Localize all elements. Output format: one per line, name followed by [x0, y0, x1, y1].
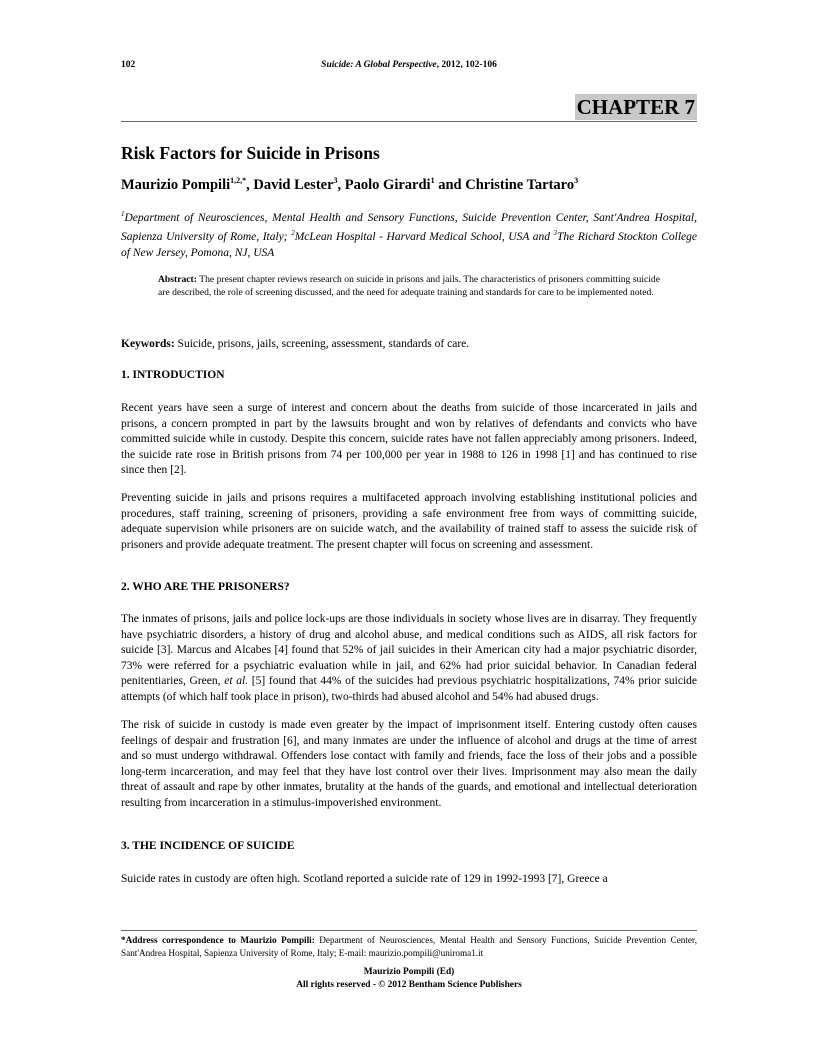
- chapter-label-box: [575, 94, 697, 120]
- abstract-text: The present chapter reviews research on suicide in prisons and jails. The characteristics of prisoners committing suicide are described, the role of screening discussed, and the need for adequate training and standards for care to be implemented noted.: [158, 274, 660, 298]
- author: Maurizio Pompili$^{1,2,*}$,: [121, 176, 254, 193]
- keywords: [121, 338, 469, 350]
- journal-citation: [121, 60, 697, 70]
- journal-title: Suicide: A Global Perspective: [321, 60, 437, 70]
- publisher-imprint: [121, 966, 697, 991]
- footnote-label: *Address correspondence to Maurizio Pompili:: [121, 935, 315, 945]
- section-heading-prisoners: 2. WHO ARE THE PRISONERS?: [121, 581, 290, 593]
- paragraph: The inmates of prisons, jails and police lock-ups are those individuals in society whose lives are in disarray. They frequently have psychiatric disorders, a history of drug and alcohol abuse, and medical conditions such as AIDS, all risk factors for suicide [3]. Marcus and Alcabes [4] found that 52% of jail suicides in their American city had a major psychiatric disorder, 73% were referred for a psychiatric evaluation while in jail, and 62% had prior suicidal behavior. In Canadian federal penitentiaries, Green, et al. [5] found that 44% of the suicides had previous psychiatric hospitalizations, 74% prior suicide attempts (of which half took place in prison), two-thirds had abused alcohol and 54% had abused drugs.: [121, 613, 697, 703]
- paragraph: The risk of suicide in custody is made even greater by the impact of imprisonment itself. Entering custody often causes feelings of despair and frustration [6], and many inmates are under the influence of alcohol and drugs at the time of arrest and so must undergo withdrawal. Offenders lose contact with family and friends, face the loss of their jobs and a possible long-term incarceration, and may feel that they have lost control over their lives. Imprisonment may also mean the daily threat of assault and rape by other inmates, brutality at the hands of the guards, and emotional and intellectual deterioration resulting from incarceration in a stimulus-impoverished environment.: [121, 719, 697, 809]
- editor-line: Maurizio Pompili (Ed): [363, 967, 455, 977]
- chapter-label: CHAPTER 7: [576, 95, 695, 119]
- author: Paolo Girardi$^1$ and: [344, 176, 466, 193]
- paper-title: Risk Factors for Suicide in Prisons: [121, 143, 380, 163]
- copyright-line: All rights reserved - © 2012 Bentham Science Publishers: [296, 979, 522, 990]
- section-heading-incidence: 3. THE INCIDENCE OF SUICIDE: [121, 840, 295, 852]
- author: Christine Tartaro$^3$: [465, 176, 579, 193]
- abstract-label: Abstract:: [158, 274, 197, 285]
- footnote-divider: [121, 930, 697, 931]
- keywords-text: Suicide, prisons, jails, screening, assessment, standards of care.: [174, 338, 470, 350]
- section-heading-introduction: 1. INTRODUCTION: [121, 369, 225, 381]
- chapter-divider: [121, 121, 697, 122]
- paragraph: Suicide rates in custody are often high. Scotland reported a suicide rate of 129 in 1992-1993 [7], Greece a: [121, 873, 608, 885]
- footnote-text: Department of Neurosciences, Mental Health and Sensory Functions, Suicide Prevention Center, Sant'Andrea Hospital, Sapienza University of Rome, Italy; E-mail: maurizio.pompili@uniroma1.it: [121, 935, 697, 958]
- correspondence-footnote: [121, 934, 697, 959]
- abstract: [158, 273, 660, 299]
- paragraph: Recent years have seen a surge of interest and concern about the deaths from suicide of those incarcerated in jails and prisons, a concern prompted in part by the lawsuits brought and won by relatives of defendants and convicts who have committed suicide while in custody. Despite this concern, suicide rates have not fallen appreciably among prisoners. Indeed, the suicide rate rose in British prisons from 74 per 100,000 per year in 1988 to 126 in 1998 [1] and has continued to rise since then [2].: [121, 402, 697, 476]
- author-list: [121, 176, 578, 194]
- affiliations: $^1$Department of Neurosciences, Mental Health and Sensory Functions, Suicide Prevention Center, Sant'Andrea Hospital, Sapienza University of Rome, Italy; $^2$McLean Hospital - Harvard Medical School, USA and $^3$The Richard Stockton College of New Jersey, Pomona, NJ, USA: [121, 210, 697, 259]
- author: David Lester$^3$,: [253, 176, 345, 193]
- keywords-label: Keywords:: [121, 338, 175, 350]
- journal-volume-pages: , 2012, 102-106: [436, 60, 497, 70]
- paragraph: Preventing suicide in jails and prisons requires a multifaceted approach involving establishing institutional policies and procedures, staff training, screening of prisoners, providing a safe environment free from ways of committing suicide, adequate supervision while prisoners are on suicide watch, and the availability of trained staff to assess the suicide risk of prisoners and provide adequate treatment. The present chapter will focus on screening and assessment.: [121, 492, 697, 551]
- page-number: 102: [121, 60, 136, 70]
